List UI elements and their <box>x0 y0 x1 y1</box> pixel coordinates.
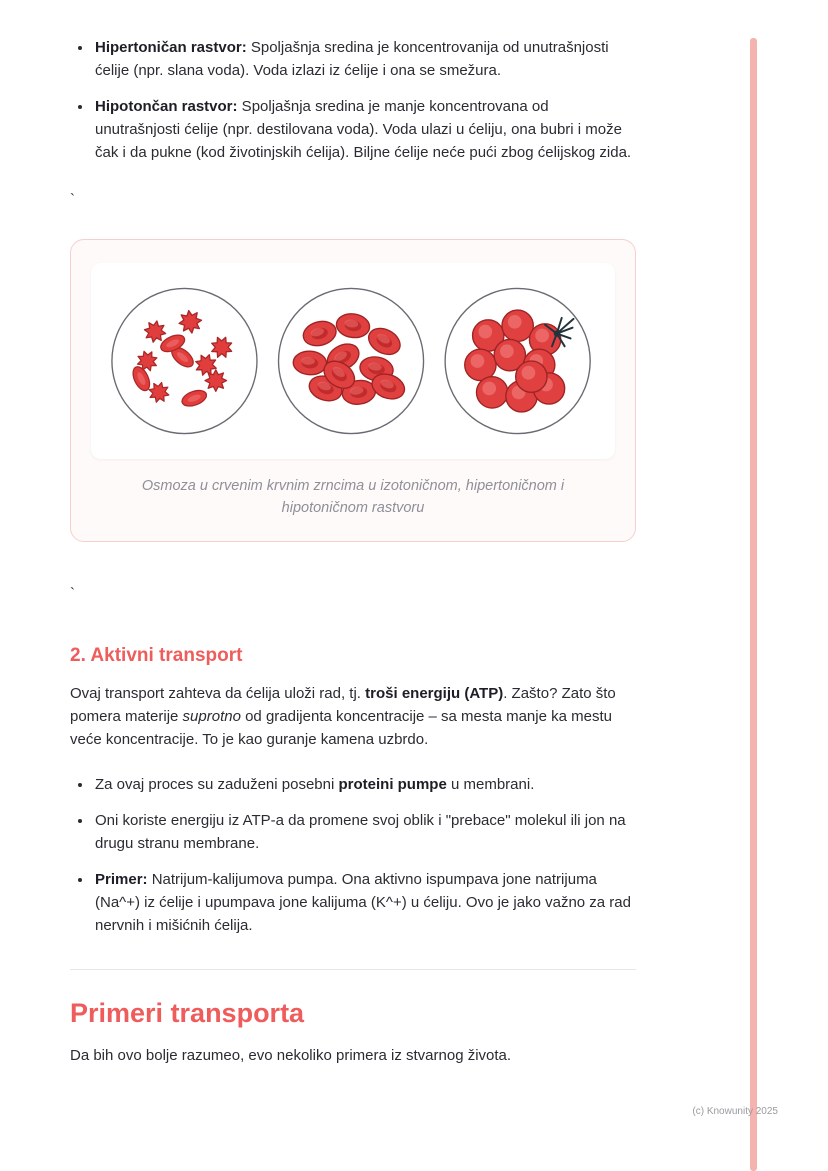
blood-cells-illustration <box>91 263 615 459</box>
text-segment: Natrijum-kalijumova pumpa. Ona aktivno ispumpava jone natrijuma (Na^+) iz ćelije i upumpava jone kalijuma (K^+) u ćeliju. Ovo je jako važno za rad nervnih i mišićnih ćelija. <box>95 871 631 934</box>
active-transport-bullet-list <box>70 773 636 937</box>
figure-card <box>70 239 636 542</box>
dish-normal-cells <box>279 288 424 433</box>
copyright-text: (c) Knowunity 2025 <box>692 1106 778 1117</box>
dish-crenated-cells <box>112 288 257 433</box>
italic-text-suprotno: suprotno <box>182 708 241 725</box>
section-divider <box>70 969 636 970</box>
term-hypotonic: Hipotončan rastvor: <box>95 98 238 115</box>
osmosis-bullet-list <box>70 36 636 164</box>
text-segment: od gradijenta koncentracije – sa mesta manje ka mestu veće koncentracije. To je kao guranje kamena uzbrdo. <box>70 708 612 748</box>
text-segment: u membrani. <box>446 776 535 793</box>
scroll-indicator[interactable] <box>750 38 757 1171</box>
text-segment: Za ovaj proces su zaduženi posebni <box>95 776 339 793</box>
text-segment: Spoljašnja sredina je manje koncentrovana od unutrašnjosti ćelije (npr. destilovana voda). Voda ulazi u ćeliju, ona bubri i može čak i da pukne (kod životinjskih ćelija). Biljne ćelije neće pući zbog ćelijskog zida. <box>95 98 632 161</box>
text-segment: Oni koriste energiju iz ATP-a da promene svoj oblik i "prebace" molekul ili jon na drugu stranu membrane. <box>95 812 626 852</box>
list-item-pump-proteins <box>93 773 636 796</box>
text-segment: Spoljašnja sredina je koncentrovanija od unutrašnjosti ćelije (npr. slana voda). Voda izlazi iz ćelije i ona se smežura. <box>95 39 609 79</box>
list-item-hypertonic <box>93 36 636 82</box>
document-content <box>70 28 636 1067</box>
bold-text-primer: Primer: <box>95 871 148 888</box>
stray-backtick-2: ` <box>70 585 75 602</box>
list-item-example-pump <box>93 868 636 937</box>
text-segment: Ovaj transport zahteva da ćelija uloži rad, tj. <box>70 685 366 702</box>
figure-caption: Osmoza u crvenim krvnim zrncima u izotoničnom, hipertoničnom i hipotoničnom rastvoru <box>141 478 565 516</box>
section-heading-examples: Primeri transporta <box>70 998 305 1028</box>
bold-text-pump-proteins: proteini pumpe <box>338 776 447 793</box>
term-hypertonic: Hipertoničan rastvor: <box>95 39 247 56</box>
text-segment: . Zašto? Zato što pomera materije <box>70 685 616 725</box>
section-heading-active-transport: 2. Aktivni transport <box>70 645 243 666</box>
active-transport-intro <box>70 682 636 751</box>
dish-swollen-cells <box>445 288 590 433</box>
list-item-atp-energy <box>93 809 636 855</box>
list-item-hypotonic <box>93 95 636 164</box>
examples-intro: Da bih ovo bolje razumeo, evo nekoliko primera iz stvarnog života. <box>70 1047 512 1064</box>
stray-backtick-1: ` <box>70 191 75 208</box>
blood-cells-image <box>91 263 615 459</box>
bold-text-atp: troši energiju (ATP) <box>365 685 504 702</box>
